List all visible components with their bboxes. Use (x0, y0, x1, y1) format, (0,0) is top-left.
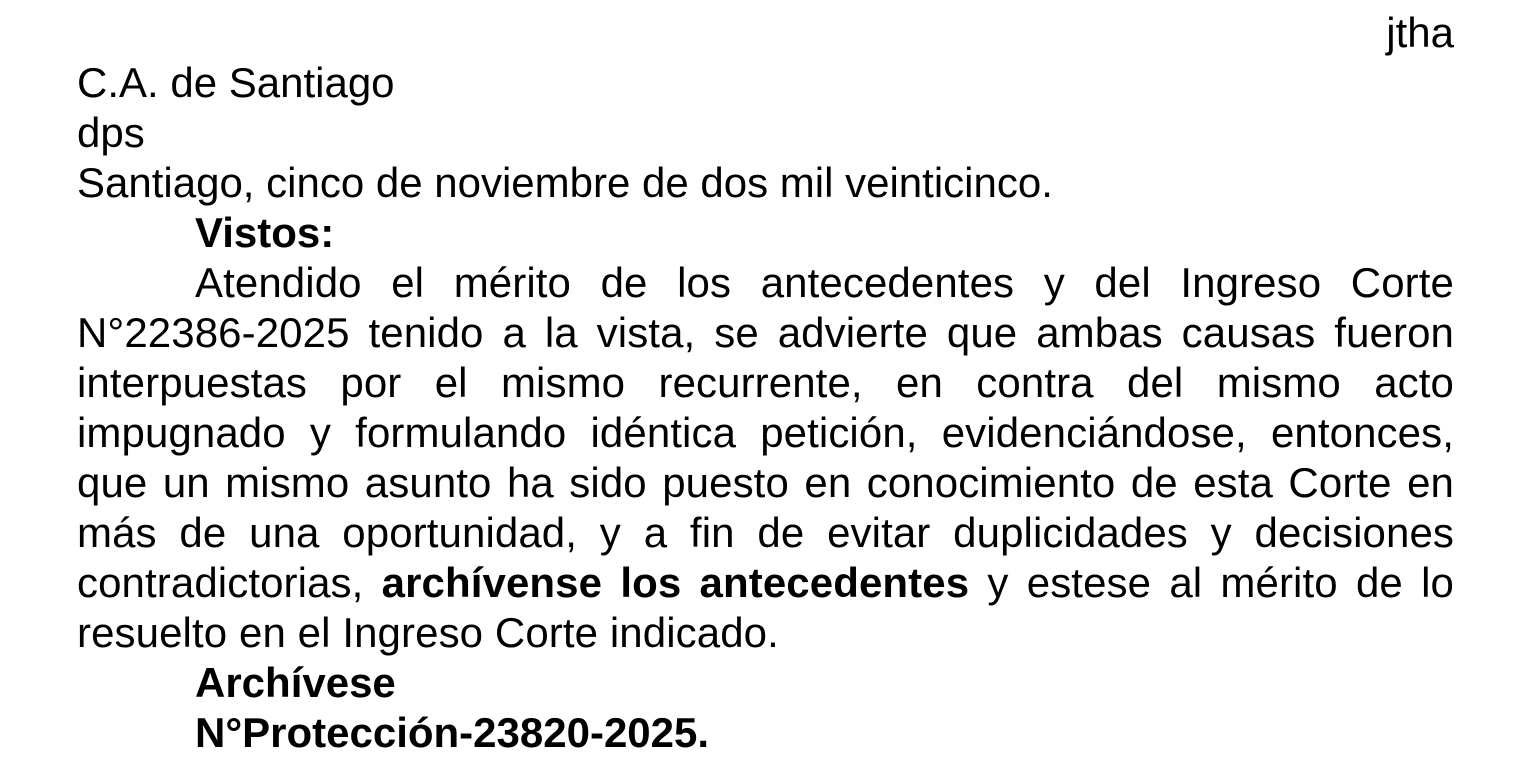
court-name: C.A. de Santiago (77, 59, 395, 106)
author-initials: jtha (1386, 9, 1454, 56)
body-paragraph (77, 258, 1454, 658)
resolution-document (77, 8, 1454, 758)
date-line: Santiago, cinco de noviembre de dos mil veinticinco. (77, 159, 1053, 206)
body-text-before: Atendido el mérito de los antecedentes y del Ingreso Corte N°22386-2025 tenido a la vista, se advierte que ambas causas fueron interpuestas por el mismo recurrente, en contra del mismo acto impugnado y formulando idéntica petición, evidenciándose, entonces, que un mismo asunto ha sido puesto en conocimiento de esta Corte en más de una oportunidad, y a fin de evitar duplicidades y decisiones contradictorias, (77, 259, 1454, 606)
closing-order: Archívese (195, 659, 396, 706)
body-bold-phrase: archívense los antecedentes (381, 559, 970, 606)
body-text-after: y estese al mérito de lo resuelto en el Ingreso Corte indicado. (77, 559, 1454, 656)
clerk-initials: dps (77, 109, 145, 156)
vistos-heading: Vistos: (195, 209, 335, 256)
case-number: N°Protección-23820-2025. (195, 709, 710, 756)
